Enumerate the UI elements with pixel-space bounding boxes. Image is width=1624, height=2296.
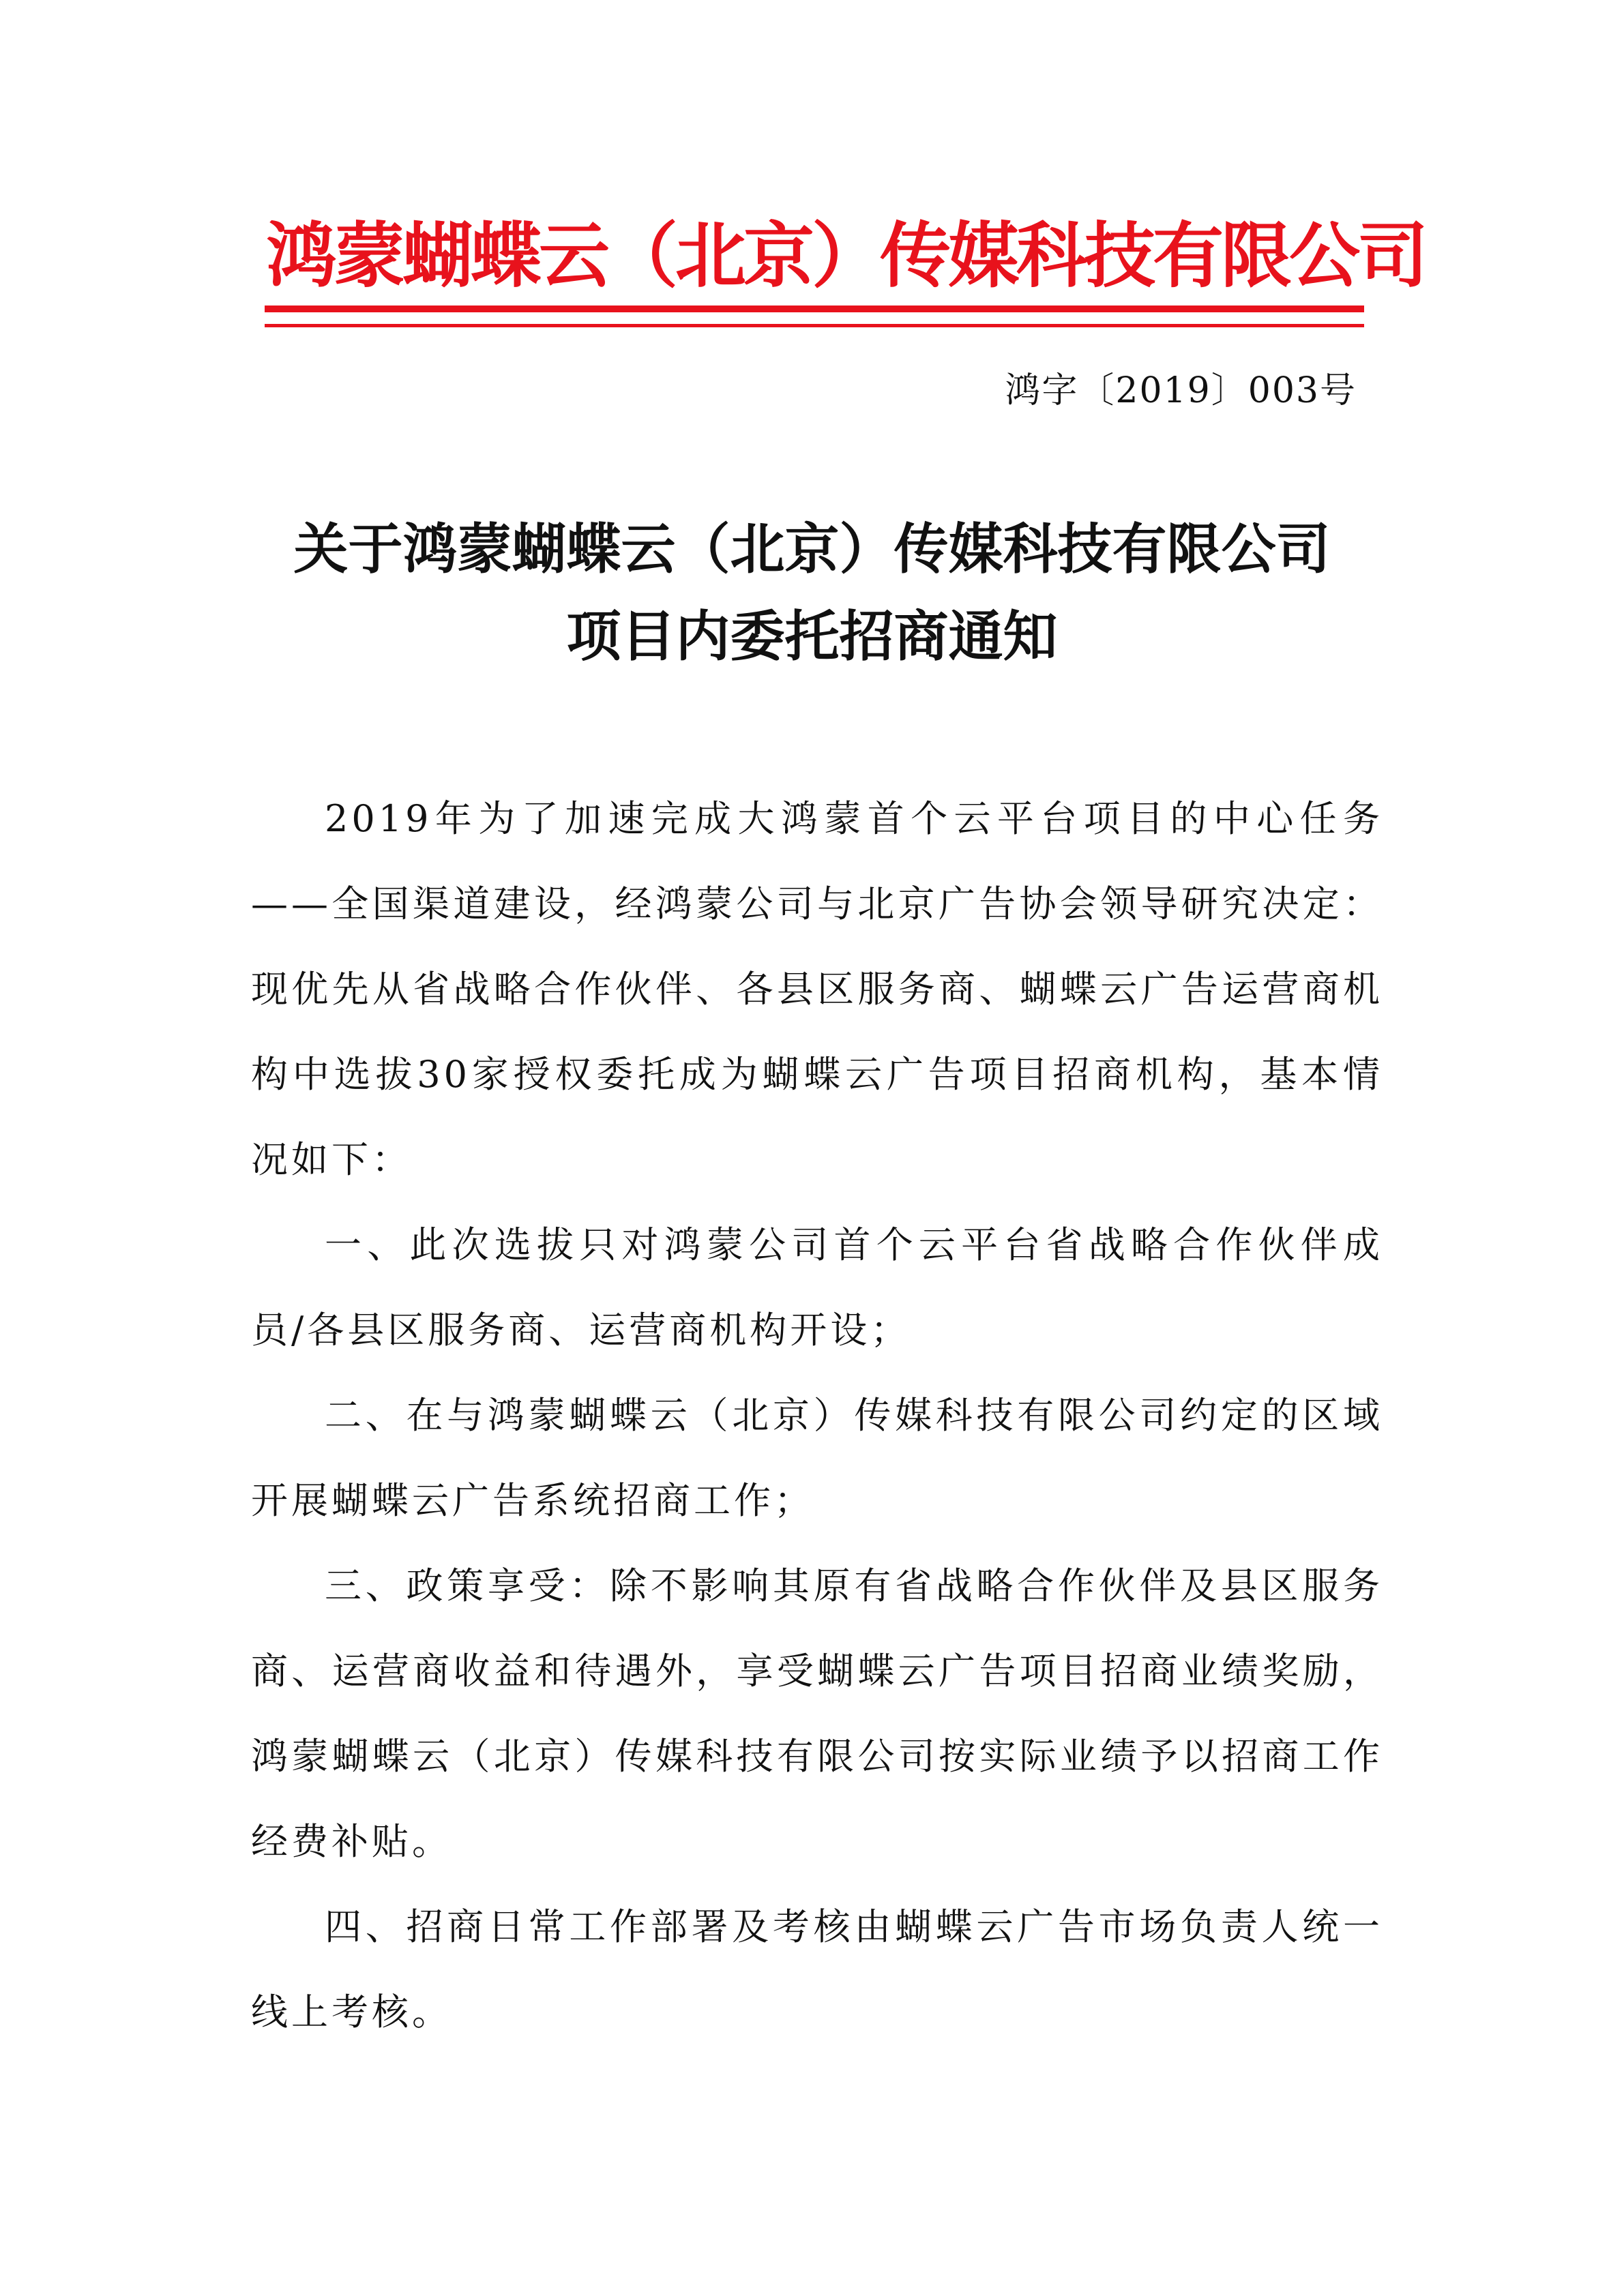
document-body — [251, 776, 1383, 2055]
document-title — [205, 506, 1419, 681]
body-paragraph-intro: 2019年为了加速完成大鸿蒙首个云平台项目的中心任务——全国渠道建设，经鸿蒙公司与北京广告协会领导研究决定：现优先从省战略合作伙伴、各县区服务商、蝴蝶云广告运营商机构中选拔30家授权委托成为蝴蝶云广告项目招商机构，基本情况如下： — [251, 797, 1383, 1181]
body-paragraph-item-2: 二、在与鸿蒙蝴蝶云（北京）传媒科技有限公司约定的区域开展蝴蝶云广告系统招商工作； — [251, 1394, 1383, 1522]
letterhead-divider-thin — [265, 324, 1364, 327]
title-line-1: 关于鸿蒙蝴蝶云（北京）传媒科技有限公司 — [293, 518, 1331, 581]
letterhead-company-name: 鸿蒙蝴蝶云（北京）传媒科技有限公司 — [266, 213, 1426, 297]
body-paragraph-item-4: 四、招商日常工作部署及考核由蝴蝶云广告市场负责人统一线上考核。 — [251, 1905, 1383, 2033]
letterhead-divider-thick — [265, 305, 1364, 312]
body-paragraph-item-1: 一、此次选拔只对鸿蒙公司首个云平台省战略合作伙伴成员/各县区服务商、运营商机构开设； — [251, 1223, 1383, 1352]
document-number: 鸿字〔2019〕003号 — [1005, 370, 1357, 411]
title-line-2: 项目内委托招商通知 — [566, 605, 1058, 668]
body-paragraph-item-3: 三、政策享受：除不影响其原有省战略合作伙伴及县区服务商、运营商收益和待遇外，享受蝴蝶云广告项目招商业绩奖励，鸿蒙蝴蝶云（北京）传媒科技有限公司按实际业绩予以招商工作经费补贴。 — [251, 1564, 1383, 1863]
